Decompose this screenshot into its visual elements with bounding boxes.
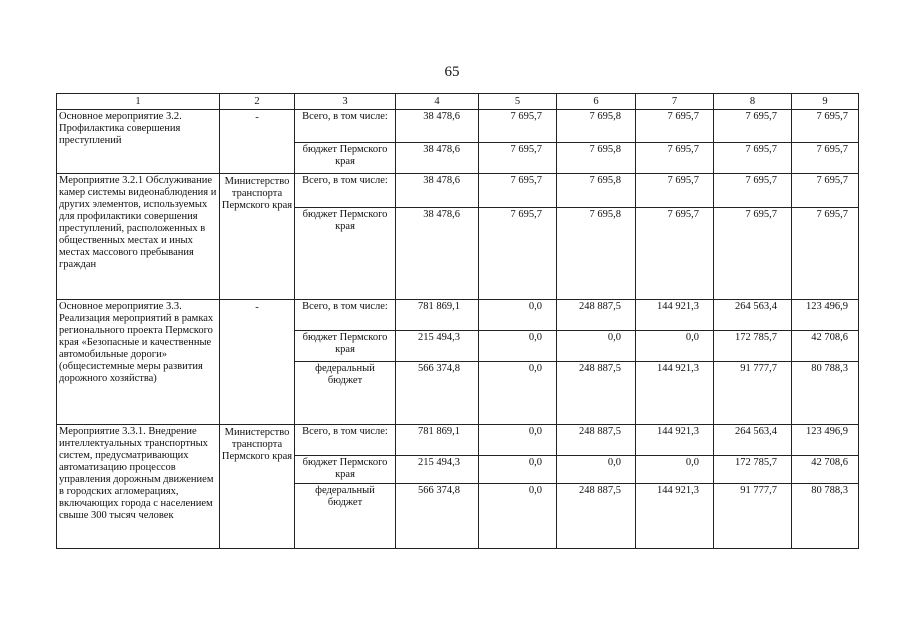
amount-cell: 7 695,7 bbox=[792, 143, 859, 174]
funding-source-cell: федеральный бюджет bbox=[295, 362, 396, 425]
table-row bbox=[57, 174, 859, 208]
amount-cell: 566 374,8 bbox=[396, 362, 479, 425]
amount-cell: 566 374,8 bbox=[396, 484, 479, 549]
budget-table bbox=[56, 93, 859, 549]
amount-cell: 215 494,3 bbox=[396, 331, 479, 362]
amount-cell: 7 695,7 bbox=[479, 208, 557, 300]
event-name-cell: Основное мероприятие 3.2. Профилактика совершения преступлений bbox=[57, 110, 220, 174]
amount-cell: 80 788,3 bbox=[792, 362, 859, 425]
funding-source-cell: федеральный бюджет bbox=[295, 484, 396, 549]
column-header: 1 bbox=[57, 94, 220, 110]
column-header: 8 bbox=[714, 94, 792, 110]
event-name-cell: Основное мероприятие 3.3. Реализация мероприятий в рамках регионального проекта Пермского края «Безопасные и качественные автомобильные дороги» (общесистемные меры развития дорожного хозяйства) bbox=[57, 300, 220, 425]
amount-cell: 7 695,7 bbox=[636, 110, 714, 143]
amount-cell: 781 869,1 bbox=[396, 300, 479, 331]
header-row bbox=[57, 94, 859, 110]
amount-cell: 7 695,7 bbox=[714, 143, 792, 174]
column-header: 2 bbox=[220, 94, 295, 110]
amount-cell: 7 695,8 bbox=[557, 110, 636, 143]
executor-cell: Министерство транспорта Пермского края bbox=[220, 174, 295, 300]
amount-cell: 91 777,7 bbox=[714, 362, 792, 425]
funding-source-cell: Всего, в том числе: bbox=[295, 425, 396, 456]
amount-cell: 0,0 bbox=[557, 456, 636, 484]
table-row bbox=[57, 425, 859, 456]
funding-source-cell: Всего, в том числе: bbox=[295, 110, 396, 143]
table-row bbox=[57, 110, 859, 143]
amount-cell: 0,0 bbox=[636, 331, 714, 362]
amount-cell: 38 478,6 bbox=[396, 208, 479, 300]
amount-cell: 42 708,6 bbox=[792, 331, 859, 362]
funding-source-cell: Всего, в том числе: bbox=[295, 300, 396, 331]
amount-cell: 91 777,7 bbox=[714, 484, 792, 549]
amount-cell: 0,0 bbox=[479, 362, 557, 425]
funding-source-cell: бюджет Пермского края bbox=[295, 143, 396, 174]
event-name-cell: Мероприятие 3.3.1. Внедрение интеллектуальных транспортных систем, предусматривающих автоматизацию процессов управления дорожным движением в городских агломерациях, включающих города с населением свыше 300 тысяч человек bbox=[57, 425, 220, 549]
amount-cell: 0,0 bbox=[636, 456, 714, 484]
amount-cell: 7 695,8 bbox=[557, 208, 636, 300]
amount-cell: 172 785,7 bbox=[714, 456, 792, 484]
amount-cell: 781 869,1 bbox=[396, 425, 479, 456]
funding-source-cell: Всего, в том числе: bbox=[295, 174, 396, 208]
amount-cell: 80 788,3 bbox=[792, 484, 859, 549]
amount-cell: 0,0 bbox=[479, 331, 557, 362]
amount-cell: 248 887,5 bbox=[557, 425, 636, 456]
executor-cell: - bbox=[220, 110, 295, 174]
amount-cell: 7 695,7 bbox=[714, 174, 792, 208]
amount-cell: 7 695,7 bbox=[792, 174, 859, 208]
executor-cell: Министерство транспорта Пермского края bbox=[220, 425, 295, 549]
column-header: 3 bbox=[295, 94, 396, 110]
amount-cell: 38 478,6 bbox=[396, 174, 479, 208]
amount-cell: 7 695,7 bbox=[479, 110, 557, 143]
executor-cell: - bbox=[220, 300, 295, 425]
amount-cell: 172 785,7 bbox=[714, 331, 792, 362]
amount-cell: 264 563,4 bbox=[714, 300, 792, 331]
amount-cell: 248 887,5 bbox=[557, 362, 636, 425]
column-header: 9 bbox=[792, 94, 859, 110]
amount-cell: 7 695,7 bbox=[792, 110, 859, 143]
amount-cell: 0,0 bbox=[479, 425, 557, 456]
funding-source-cell: бюджет Пермского края bbox=[295, 456, 396, 484]
amount-cell: 215 494,3 bbox=[396, 456, 479, 484]
amount-cell: 7 695,7 bbox=[714, 208, 792, 300]
amount-cell: 0,0 bbox=[557, 331, 636, 362]
amount-cell: 7 695,7 bbox=[636, 143, 714, 174]
amount-cell: 144 921,3 bbox=[636, 425, 714, 456]
funding-source-cell: бюджет Пермского края bbox=[295, 331, 396, 362]
column-header: 4 bbox=[396, 94, 479, 110]
amount-cell: 123 496,9 bbox=[792, 425, 859, 456]
page-number: 65 bbox=[444, 64, 460, 80]
amount-cell: 7 695,7 bbox=[636, 174, 714, 208]
amount-cell: 7 695,7 bbox=[479, 143, 557, 174]
column-header: 7 bbox=[636, 94, 714, 110]
amount-cell: 38 478,6 bbox=[396, 143, 479, 174]
amount-cell: 7 695,7 bbox=[714, 110, 792, 143]
amount-cell: 144 921,3 bbox=[636, 362, 714, 425]
column-header: 6 bbox=[557, 94, 636, 110]
amount-cell: 0,0 bbox=[479, 300, 557, 331]
amount-cell: 0,0 bbox=[479, 484, 557, 549]
event-name-cell: Мероприятие 3.2.1 Обслуживание камер системы видеонаблюдения и других элементов, используемых для профилактики совершения преступлений, расположенных в общественных местах и иных местах массового пребывания граждан bbox=[57, 174, 220, 300]
amount-cell: 7 695,7 bbox=[792, 208, 859, 300]
amount-cell: 42 708,6 bbox=[792, 456, 859, 484]
amount-cell: 7 695,8 bbox=[557, 143, 636, 174]
amount-cell: 38 478,6 bbox=[396, 110, 479, 143]
amount-cell: 144 921,3 bbox=[636, 300, 714, 331]
amount-cell: 123 496,9 bbox=[792, 300, 859, 331]
column-header: 5 bbox=[479, 94, 557, 110]
amount-cell: 7 695,8 bbox=[557, 174, 636, 208]
amount-cell: 144 921,3 bbox=[636, 484, 714, 549]
amount-cell: 7 695,7 bbox=[479, 174, 557, 208]
amount-cell: 7 695,7 bbox=[636, 208, 714, 300]
amount-cell: 248 887,5 bbox=[557, 300, 636, 331]
amount-cell: 264 563,4 bbox=[714, 425, 792, 456]
funding-source-cell: бюджет Пермского края bbox=[295, 208, 396, 300]
table-row bbox=[57, 300, 859, 331]
amount-cell: 0,0 bbox=[479, 456, 557, 484]
amount-cell: 248 887,5 bbox=[557, 484, 636, 549]
